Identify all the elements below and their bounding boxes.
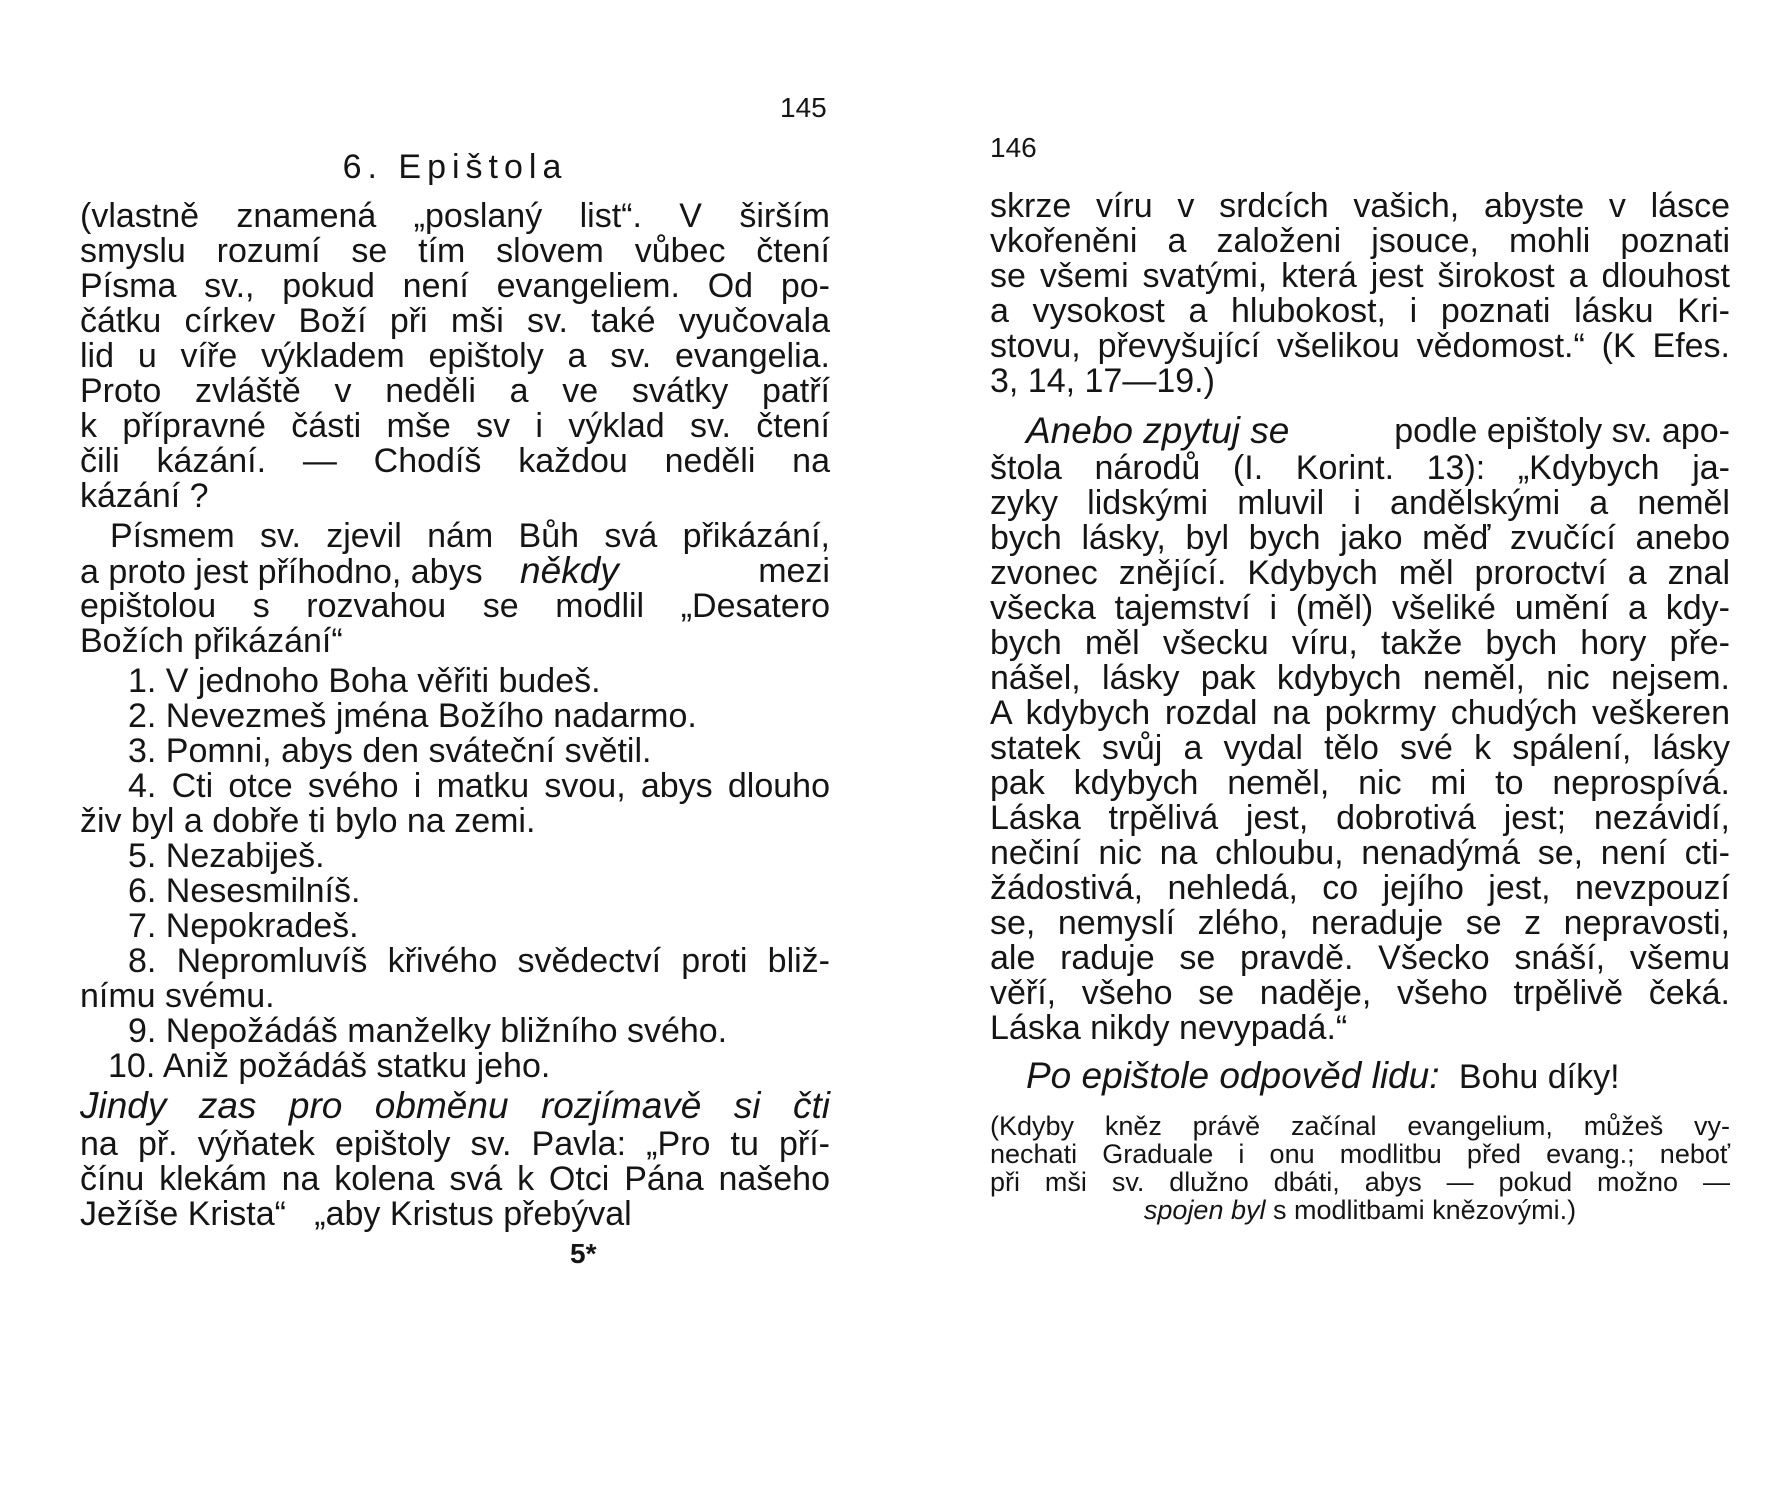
- note-line: (Kdyby kněz právě začínal evangelium, můžeš vy-: [990, 1111, 1730, 1141]
- text-line: se všemi svatými, která jest širokost a dlouhost: [990, 257, 1730, 295]
- text-line: vkořeněni a založeni jsouce, mohli poznati: [990, 222, 1730, 260]
- note-line: při mši sv. dlužno dbáti, abys — pokud možno —: [990, 1167, 1730, 1197]
- text-line: [1026, 1056, 1730, 1097]
- text-line: se, nemyslí zlého, neraduje se z nepravosti,: [990, 904, 1730, 942]
- list-item: 6. Nesesmilníš.: [128, 872, 361, 910]
- italic-text: spojen byl: [1143, 1195, 1266, 1225]
- text-line: Božích přikázání“: [80, 622, 343, 660]
- right-page: [990, 0, 1730, 1500]
- text-span: mezi: [758, 552, 830, 590]
- note-line: nechati Graduale i onu modlitbu před evang.; neboť: [990, 1139, 1730, 1169]
- left-page: [80, 0, 830, 1500]
- text-line: statek svůj a vydal tělo své k spálení, lásky: [990, 729, 1730, 767]
- list-item: 3. Pomni, abys den sváteční světil.: [128, 732, 652, 770]
- printer-signature: 5*: [570, 1238, 597, 1269]
- text-line: štola národů (I. Korint. 13): „Kdybych ja-: [990, 449, 1730, 487]
- text-line: Ježíše Krista“ „aby Kristus přebýval: [80, 1195, 632, 1233]
- text-line: čili kázání. — Chodíš každou neděli na: [80, 442, 830, 480]
- text-line: Proto zvláště v neděli a ve svátky patří: [80, 372, 830, 410]
- text-line: stovu, převyšující všelikou vědomost.“ (K Efes.: [990, 327, 1730, 365]
- text-line: epištolou s rozvahou se modlil „Desatero: [80, 587, 830, 625]
- text-line: Písmem sv. zjevil nám Bůh svá přikázání,: [110, 517, 830, 555]
- text-line: Láska nikdy nevypadá.“: [990, 1009, 1348, 1047]
- text-line: bych lásky, byl bych jako měď zvučící anebo: [990, 519, 1730, 557]
- list-item: 1. V jednoho Boha věřiti budeš.: [128, 662, 601, 700]
- list-item: živ byl a dobře ti bylo na zemi.: [80, 802, 536, 840]
- list-item: 8. Nepromluvíš křivého svědectví proti bliž-: [128, 942, 830, 980]
- list-item: 7. Nepokradeš.: [128, 907, 359, 945]
- note-line: [990, 1194, 1730, 1226]
- text-line: na př. výňatek epištoly sv. Pavla: „Pro tu pří-: [80, 1125, 830, 1163]
- italic-heading: Anebo zpytuj se: [1026, 410, 1290, 451]
- list-item: 9. Nepožádáš manželky bližního svého.: [128, 1012, 728, 1050]
- response-text: Bohu díky!: [1458, 1058, 1620, 1096]
- text-line: lid u víře výkladem epištoly a sv. evangelia.: [80, 337, 830, 375]
- text-line: A kdybych rozdal na pokrmy chudých veškeren: [990, 694, 1730, 732]
- list-item: 2. Nevezmeš jména Božího nadarmo.: [128, 697, 697, 735]
- text-line: zyky lidskými mluvil i andělskými a neměl: [990, 484, 1730, 522]
- text-line: pak kdybych neměl, nic mi to neprospívá.: [990, 764, 1730, 802]
- text-line: (vlastně znamená „poslaný list“. V širším: [80, 197, 830, 235]
- text-span: a proto jest příhodno, abys: [80, 553, 483, 591]
- italic-heading: Po epištole odpověd lidu:: [1026, 1055, 1440, 1096]
- text-line: [1026, 411, 1730, 452]
- list-item: 5. Nezabiješ.: [128, 837, 325, 875]
- list-item: 4. Cti otce svého i matku svou, abys dlouho: [128, 767, 830, 805]
- text-line: Láska trpělivá jest, dobrotivá jest; nezávidí,: [990, 799, 1730, 837]
- text-line: k přípravné části mše sv i výklad sv. čtení: [80, 407, 830, 445]
- text-line: ale raduje se pravdě. Všecko snáší, všemu: [990, 939, 1730, 977]
- text-line: skrze víru v srdcích vašich, abyste v lásce: [990, 187, 1730, 225]
- text-line: 3, 14, 17—19.): [990, 362, 1215, 400]
- text-line: zvonec znějící. Kdybych měl proroctví a znal: [990, 554, 1730, 592]
- text-line: všecka tajemství i (měl) všeliké umění a kdy-: [990, 589, 1730, 627]
- text-line: Písma sv., pokud není evangeliem. Od po-: [80, 267, 830, 305]
- list-item: 10. Aniž požádáš statku jeho.: [108, 1047, 551, 1085]
- text-line: žádostivá, nehledá, co jejího jest, nevzpouzí: [990, 869, 1730, 907]
- text-span: podle epištoly sv. apo-: [1394, 412, 1730, 450]
- page-number: 146: [990, 132, 1037, 163]
- emphasis-text: někdy: [520, 550, 619, 591]
- section-heading: 6. Epištola: [342, 148, 568, 186]
- italic-heading: Jindy zas pro obměnu rozjímavě si čti: [80, 1085, 830, 1126]
- text-line: nečiní nic na chloubu, nenadýmá se, není cti-: [990, 834, 1730, 872]
- text-line: čínu klekám na kolena svá k Otci Pána našeho: [80, 1160, 830, 1198]
- text-line: nášel, lásky pak kdybych neměl, nic nejsem.: [990, 659, 1730, 697]
- list-item: nímu svému.: [80, 977, 275, 1015]
- text-span: s modlitbami knězovými.): [1273, 1195, 1577, 1225]
- text-line: čátku církev Boží při mši sv. také vyučovala: [80, 302, 830, 340]
- text-line: smyslu rozumí se tím slovem vůbec čtení: [80, 232, 830, 270]
- page-number: 145: [780, 92, 827, 123]
- text-line: bych měl všecku víru, takže bych hory pře-: [990, 624, 1730, 662]
- text-line: kázání ?: [80, 477, 209, 515]
- text-line: a vysokost a hlubokost, i poznati lásku Kri-: [990, 292, 1730, 330]
- text-line: věří, všeho se naděje, všeho trpělivě čeká.: [990, 974, 1730, 1012]
